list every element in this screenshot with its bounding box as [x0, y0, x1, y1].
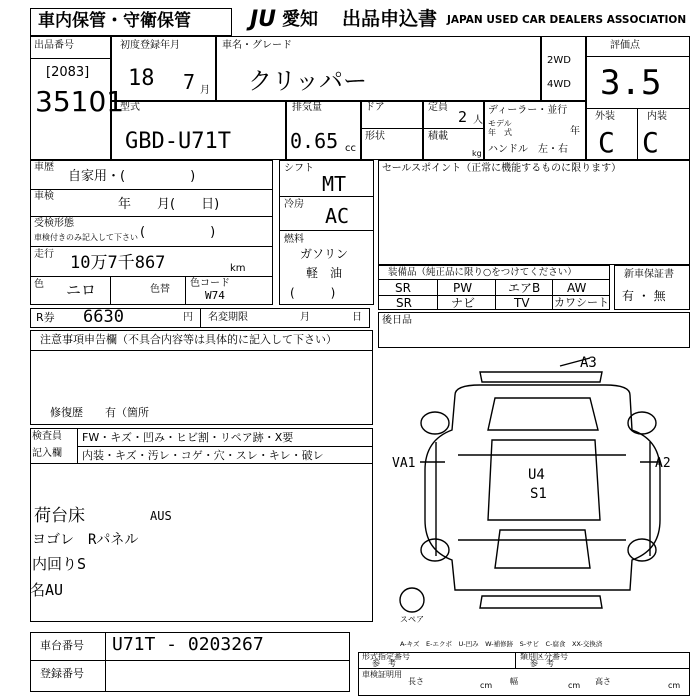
inspection-value: 年 月( 日): [118, 197, 220, 212]
note-line-4: 名AU: [30, 581, 64, 599]
equip-sr: SR: [395, 281, 411, 295]
color-code-label: 色コード: [190, 278, 230, 289]
first-reg-month-unit: 月: [200, 85, 210, 96]
interior-grade: C: [642, 126, 659, 159]
chassis-value: U71T - 0203267: [112, 634, 264, 655]
warranty-value: 有 ・ 無: [622, 289, 666, 303]
first-reg-label: 初度登録年月: [120, 40, 180, 51]
ref-label: 参 考: [372, 659, 396, 668]
inspector-label: 検査員: [32, 431, 62, 442]
receiving-label: 受検形態: [34, 218, 74, 229]
chassis-label: 車台番号: [40, 639, 84, 652]
equip-pw: PW: [453, 281, 473, 295]
lot-sub-number: [2083]: [46, 65, 90, 80]
registration-label: 登録番号: [40, 667, 84, 680]
storage-title: 車内保管・守衛保管: [38, 11, 191, 31]
receiving-value: ( ): [140, 225, 216, 240]
fuel-other: ( ): [290, 286, 336, 300]
repair-history: 修復歴 有（箇所: [50, 406, 149, 419]
damage-mark-s1: S1: [530, 486, 547, 502]
drive-2wd: 2WD: [547, 55, 571, 66]
mileage-label: 走行: [34, 249, 54, 260]
shift-label: シフト: [284, 163, 314, 174]
note-aus: AUS: [150, 509, 172, 523]
displacement-unit: cc: [345, 143, 356, 154]
ref-label-2: 参 考: [530, 659, 554, 668]
ac-value: AC: [325, 204, 350, 228]
category-label: 類別区分番号: [520, 652, 568, 661]
equip-navi: ナビ: [451, 296, 476, 310]
notes-label: 注意事項申告欄（不具合内容等は具体的に記入して下さい）: [40, 333, 337, 346]
brand-text: 愛知: [282, 9, 318, 30]
color-change-label: 色替: [150, 284, 170, 295]
damage-mark-a3: A3: [580, 355, 597, 371]
shape-label: 形状: [365, 131, 385, 142]
displacement-value: 0.65: [290, 129, 339, 153]
mileage-unit: km: [230, 263, 246, 274]
name-change-day: 日: [352, 312, 362, 323]
sales-point-label: セールスポイント（正常に機能するものに限ります）: [382, 163, 622, 174]
car-name-value: クリッパー: [248, 67, 368, 95]
exterior-label: 外装: [595, 111, 615, 122]
warranty-label: 新車保証書: [624, 269, 674, 280]
exterior-grade: C: [598, 126, 615, 159]
inspector-row2: 内装・キズ・汚レ・コゲ・穴・スレ・キレ・破レ: [82, 449, 324, 462]
lot-label: 出品番号: [34, 40, 74, 51]
equipment-label: 装備品（純正品に限り○をつけてください）: [388, 267, 577, 278]
damage-mark-va1: VA1: [392, 456, 416, 471]
form-title: 出品申込書: [342, 8, 438, 30]
ac-label: 冷房: [284, 199, 304, 210]
name-change-month: 月: [300, 312, 310, 323]
mileage-value: 10万7千867: [70, 253, 166, 273]
height-label: 高さ: [595, 677, 611, 686]
receiving-note: 車検付きのみ記入して下さい: [34, 233, 138, 242]
history-value: 自家用・( ): [68, 169, 196, 184]
history-label: 車歴: [34, 162, 54, 173]
note-line-3: 内回りS: [32, 555, 87, 573]
car-name-label: 車名・グレード: [222, 40, 292, 51]
color-code-value: W74: [205, 289, 225, 302]
damage-mark-u4: U4: [528, 467, 545, 483]
name-change-label: 名変期限: [208, 312, 248, 323]
first-reg-year: 18: [128, 66, 155, 91]
model-value: GBD-U71T: [125, 129, 231, 154]
capacity-unit: 人: [473, 115, 483, 126]
dealer-label: ディーラー・並行: [488, 105, 568, 116]
width-unit: cm: [568, 681, 581, 690]
length-label: 長さ: [408, 677, 424, 686]
height-unit: cm: [668, 681, 681, 690]
recycle-label: R券: [36, 311, 55, 324]
recycle-unit: 円: [183, 312, 193, 323]
fuel-label: 燃料: [284, 234, 304, 245]
width-label: 幅: [510, 677, 518, 686]
recycle-value: 6630: [83, 307, 124, 327]
note-line-1: 荷台床: [34, 506, 85, 526]
equip-tv: TV: [514, 296, 530, 310]
first-reg-month: 7: [183, 70, 196, 94]
inspection-label: 車検: [34, 191, 54, 202]
color-value: ニロ: [66, 281, 97, 299]
load-label: 積載: [428, 131, 448, 142]
dealer-year-unit: 年: [570, 126, 580, 137]
note-line-2: ヨゴレ Rパネル: [32, 532, 139, 548]
capacity-value: 2: [458, 108, 468, 126]
damage-mark-a2: A2: [655, 456, 671, 471]
score-value: 3.5: [600, 63, 662, 103]
entry-label: 記入欄: [32, 448, 62, 459]
load-unit: kg: [472, 149, 482, 158]
equip-airbag: エアB: [508, 281, 541, 295]
inspector-row1: FW・キズ・凹み・ヒビ割・リペア跡・X要: [82, 431, 294, 444]
damage-legend: A-キズ E-エクボ U-凹み W-補修跡 S-サビ C-腐食 XX-交換済: [400, 640, 603, 648]
cert-label: 車検証明用: [362, 670, 402, 679]
interior-label: 内装: [647, 111, 667, 122]
equip-sr2: SR: [396, 296, 412, 310]
lot-number: 35101: [35, 85, 125, 118]
drive-4wd: 4WD: [547, 79, 571, 90]
doors-label: ドア: [365, 102, 385, 113]
spare-label: スペア: [400, 615, 424, 624]
fuel-gasoline: ガソリン: [300, 247, 349, 261]
displacement-label: 排気量: [292, 102, 322, 113]
form-spec-label: 形式指定番号: [362, 652, 410, 661]
ju-logo: JU: [250, 7, 277, 32]
length-unit: cm: [480, 681, 493, 690]
equip-aw: AW: [567, 281, 587, 295]
equip-seat: カワシート: [554, 296, 609, 309]
dealer-model-year: モデル 年 式: [488, 119, 512, 137]
color-label: 色: [34, 279, 44, 290]
handle-label: ハンドル 左・右: [488, 144, 568, 155]
model-label: 型式: [120, 102, 140, 113]
capacity-label: 定員: [428, 102, 448, 113]
score-label: 評価点: [610, 40, 640, 51]
after-day-label: 後日品: [382, 315, 412, 326]
fuel-diesel: 軽 油: [306, 266, 343, 280]
shift-value: MT: [322, 172, 347, 196]
association-text: JAPAN USED CAR DEALERS ASSOCIATION: [447, 14, 687, 26]
